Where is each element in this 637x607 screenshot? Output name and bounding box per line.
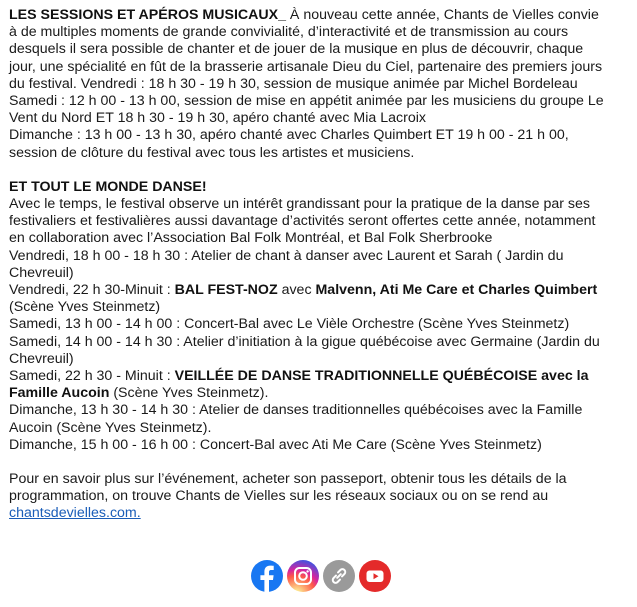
footer-paragraph xyxy=(9,471,609,523)
dance-item-5-bold: VEILLÉE DE DANSE TRADITIONNELLE QUÉBÉCOISE avec la Famille Aucoin xyxy=(9,368,589,402)
dance-item-5 xyxy=(9,368,609,402)
dance-item-2-post: (Scène Yves Steinmetz) xyxy=(9,299,161,316)
newsletter-content xyxy=(9,7,609,523)
dance-item-6: Dimanche, 13 h 30 - 14 h 30 : Atelier de danses traditionnelles québécoises avec la Famille Aucoin (Scène Yves Steinmetz). xyxy=(9,402,583,436)
dance-item-5-post: (Scène Yves Steinmetz). xyxy=(109,385,269,402)
spacer xyxy=(9,162,609,179)
dance-item-4: Samedi, 14 h 00 - 14 h 30 : Atelier d’initiation à la gigue québécoise avec Germaine (Jardin du Chevreuil) xyxy=(9,333,600,367)
spacer xyxy=(9,454,609,471)
footer-text: Pour en savoir plus sur l’événement, acheter son passeport, obtenir tous les détails de la programmation, on trouve Chants de Vielles sur les réseaux sociaux ou on se rend au xyxy=(9,471,567,505)
link-icon[interactable] xyxy=(323,560,355,592)
dance-item-5-pre: Samedi, 22 h 30 - Minuit : xyxy=(9,368,175,385)
sessions-paragraph xyxy=(9,7,609,93)
dance-item-2-bold2: Malvenn, Ati Me Care et Charles Quimbert xyxy=(315,282,598,299)
dance-intro: Avec le temps, le festival observe un intérêt grandissant pour la pratique de la danse par ses festivaliers et festivalières aussi davantage d’activités seront offertes cette année, notamment en collaboration avec l’Association Bal Folk Montréal, et Bal Folk Sherbrooke xyxy=(9,196,596,247)
dance-item-2-bold1: BAL FEST-NOZ xyxy=(174,282,278,299)
sessions-dimanche: Dimanche : 13 h 00 - 13 h 30, apéro chanté avec Charles Quimbert ET 19 h 00 - 21 h 00, session de clôture du festival avec tous les artistes et musiciens. xyxy=(9,127,569,161)
dance-item-7: Dimanche, 15 h 00 - 16 h 00 : Concert-Bal avec Ati Me Care (Scène Yves Steinmetz) xyxy=(9,436,542,453)
dance-item-2-mid: avec xyxy=(277,282,316,299)
sessions-intro: À nouveau cette année, Chants de Vielles convie à de multiples moments de grande convivialité, d’interactivité et de transmission au cours desquels il sera possible de chanter et de jouer de la musique en plus de découvrir, chaque jour, une spécialité en fût de la brasserie artisanale Dieu du Ciel, partenaire des premiers jours du festival. Vendredi : 18 h 30 - 19 h 30, session de musique animée par Michel Bordeleau xyxy=(9,7,603,92)
dance-item-3: Samedi, 13 h 00 - 14 h 00 : Concert-Bal avec Le Vièle Orchestre (Scène Yves Steinmetz) xyxy=(9,316,570,333)
dance-title-text: ET TOUT LE MONDE DANSE! xyxy=(9,178,207,195)
sessions-title: LES SESSIONS ET APÉROS MUSICAUX_ xyxy=(9,7,286,23)
sessions-samedi: Samedi : 12 h 00 - 13 h 00, session de mise en appétit animée par les musiciens du groupe Le Vent du Nord ET 18 h 30 - 19 h 30, apéro chanté avec Mia Lacroix xyxy=(9,93,604,127)
dance-item-1: Vendredi, 18 h 00 - 18 h 30 : Atelier de chant à danser avec Laurent et Sarah ( Jardin du Chevreuil) xyxy=(9,247,564,281)
website-link[interactable]: chantsdevielles.com. xyxy=(9,505,141,522)
facebook-icon[interactable] xyxy=(251,560,283,592)
dance-item-2-pre: Vendredi, 22 h 30-Minuit : xyxy=(9,282,175,299)
dance-title xyxy=(9,179,609,196)
instagram-icon[interactable] xyxy=(287,560,319,592)
dance-item-2 xyxy=(9,282,609,316)
youtube-icon[interactable] xyxy=(359,560,391,592)
social-icons xyxy=(0,560,637,592)
